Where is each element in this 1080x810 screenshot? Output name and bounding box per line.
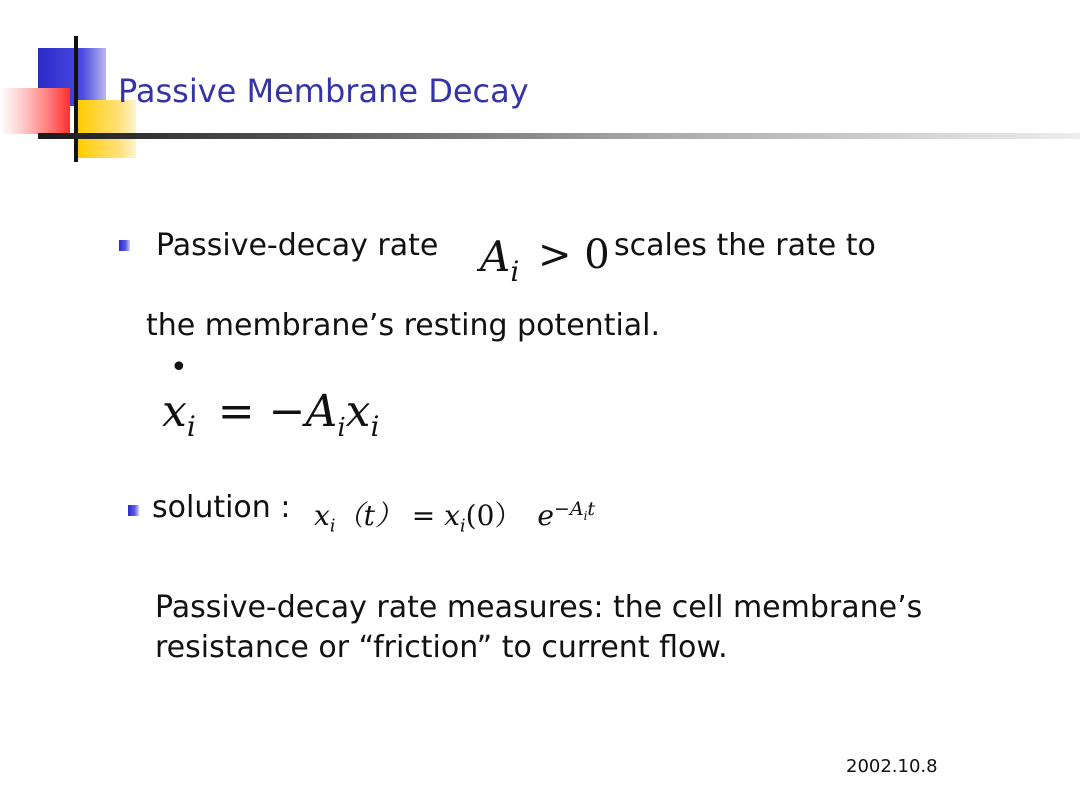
bullet-icon	[128, 505, 139, 516]
paragraph-line2: resistance or “friction” to current flow.	[155, 630, 728, 665]
bullet1-text-after: scales the rate to	[614, 228, 876, 263]
derivative-dot: •	[170, 350, 188, 385]
bullet1-math-relation: > 0	[538, 232, 610, 278]
bullet-icon	[119, 240, 130, 251]
equation-solution: $x_i(t) = x_i(0)$ $e^{-A_it}$	[314, 497, 596, 537]
header-divider-line	[38, 133, 1080, 139]
equation-decay: $x_i = -A_ix_i$	[162, 386, 380, 443]
slide-title: Passive Membrane Decay	[118, 72, 529, 110]
paragraph-line1: Passive-decay rate measures: the cell membrane’s	[155, 590, 923, 625]
bullet1-text-before: Passive-decay rate	[156, 228, 439, 263]
header-decor-vertical-line	[74, 36, 78, 162]
bullet1-continuation: the membrane’s resting potential.	[146, 308, 661, 343]
slide-date: 2002.10.8	[846, 756, 938, 777]
header-decor-red-bar	[0, 88, 70, 134]
bullet1-math-var: $A_i$	[480, 232, 520, 288]
bullet2-label: solution :	[152, 490, 291, 525]
